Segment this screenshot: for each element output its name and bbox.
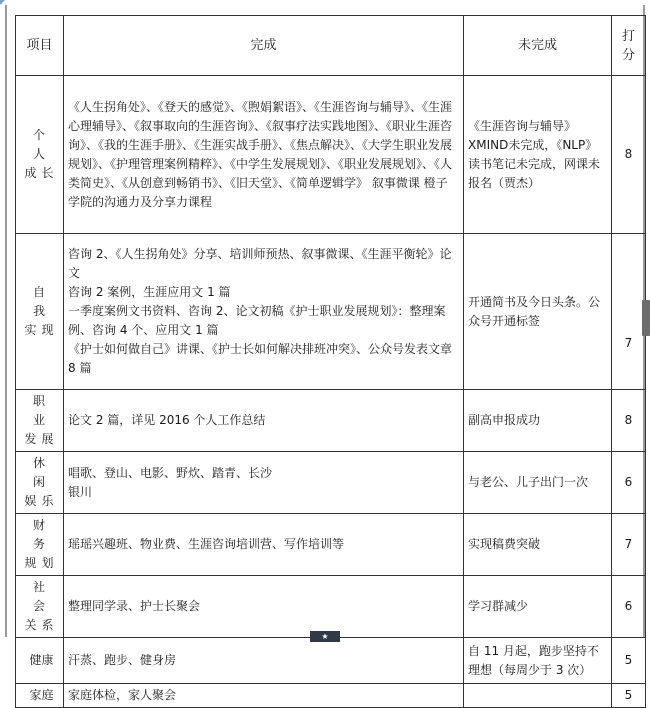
done-line: 《人生拐角处》、《登天的感觉》、《煦娟絮语》、《生涯咨询与辅导》、《生涯心理辅导》、《叙事取向的生涯咨询》、《叙事疗法实践地图》、《职业生涯咨询》、《我的生涯手册》、《生涯实战手册》、《焦点解决》、《大学生职业发展规划》、《护理管理案例精粹》、《中学生发展规划》、《职业发展规划》、《人类简史》、《从创意到畅销书》、《旧天堂》、《简单逻辑学》 叙事微课 橙子学院的沟通力及分享力课程: [68, 99, 453, 209]
row-score: 8: [612, 76, 646, 234]
row-score: 7: [612, 234, 646, 390]
row-score: 6: [612, 576, 646, 638]
category-line1: 个 人: [32, 128, 50, 161]
category-line2: 发展: [24, 432, 59, 446]
row-undone: 自 11 月起，跑步坚持不理想（每周少于 3 次）: [464, 638, 612, 684]
row-done: [64, 76, 464, 234]
category-line2: 实现: [24, 323, 59, 337]
row-category: [16, 390, 64, 452]
done-line: 家庭体检，家人聚会: [68, 688, 177, 702]
done-line: 整理同学录、护士长聚会: [68, 599, 201, 613]
row-score: 6: [612, 452, 646, 514]
done-line: 一季度案例文书资料、咨询 2、论文初稿《护士职业发展规划》：整理案例、咨询 4 个、应用文 1 篇: [68, 304, 446, 337]
category-line2: 成长: [24, 166, 59, 180]
table-row: [16, 234, 646, 390]
row-undone: 学习群减少: [464, 576, 612, 638]
table-header-row: [16, 16, 646, 76]
row-category: [16, 576, 64, 638]
side-tab-handle[interactable]: [642, 300, 650, 336]
row-done: [64, 684, 464, 708]
row-done: [64, 390, 464, 452]
category-line1: 休 闲: [32, 456, 50, 489]
bottom-star-marker: ★: [310, 631, 340, 642]
category-line1: 社 会: [32, 580, 50, 613]
category-line2: 规划: [24, 556, 59, 570]
life-review-table: [15, 15, 646, 708]
done-line: 汗蒸、跑步、健身房: [68, 653, 177, 667]
header-undone: 未完成: [464, 16, 612, 76]
row-undone: 开通简书及今日头条。公众号开通标签: [464, 234, 612, 390]
category-line1: 家庭: [29, 688, 54, 702]
row-done: [64, 234, 464, 390]
table-row: [16, 452, 646, 514]
row-category: [16, 514, 64, 576]
header-score: [612, 16, 646, 76]
table-row: [16, 76, 646, 234]
row-category: [16, 452, 64, 514]
category-line2: 关系: [24, 618, 59, 632]
table-row: [16, 390, 646, 452]
row-score: 5: [612, 638, 646, 684]
row-score: 8: [612, 390, 646, 452]
done-line: 唱歌、登山、电影、野炊、踏青、长沙: [68, 465, 273, 480]
category-line1: 财 务: [32, 518, 50, 551]
row-score: 5: [612, 684, 646, 708]
row-undone: 副高申报成功: [464, 390, 612, 452]
row-category: [16, 234, 64, 390]
done-line: 瑶瑶兴趣班、物业费、生涯咨询培训营、写作培训等: [68, 537, 345, 551]
done-line: 咨询 2、《人生拐角处》分享、培训师预热、叙事微课、《生涯平衡轮》论文: [68, 247, 452, 280]
category-line1: 自 我: [32, 285, 50, 318]
row-done: [64, 576, 464, 638]
row-category: [16, 76, 64, 234]
table-row: [16, 684, 646, 708]
category-line2: 娱乐: [24, 494, 59, 508]
row-undone: 与老公、儿子出门一次: [464, 452, 612, 514]
done-line: 银川: [68, 484, 93, 499]
row-undone: 实现稿费突破: [464, 514, 612, 576]
row-category: [16, 684, 64, 708]
done-line: 《护士如何做自己》讲课、《护士长如何解决排班冲突》、公众号发表文章 8 篇: [68, 342, 453, 375]
category-line1: 职 业: [32, 394, 50, 427]
row-undone: 《生涯咨询与辅导》XMIND未完成，《NLP》读书笔记未完成，网课未报名（贾杰）: [464, 76, 612, 234]
table-row: [16, 514, 646, 576]
row-score: 7: [612, 514, 646, 576]
row-done: [64, 452, 464, 514]
table-row: [16, 576, 646, 638]
row-done: [64, 514, 464, 576]
row-done: [64, 638, 464, 684]
done-line: 咨询 2 案例，生涯应用文 1 篇: [68, 285, 231, 299]
row-undone: [464, 684, 612, 708]
header-item: 项目: [16, 16, 64, 76]
row-category: [16, 638, 64, 684]
header-done: 完成: [64, 16, 464, 76]
done-line: 论文 2 篇，详见 2016 个人工作总结: [68, 413, 266, 427]
table-row: [16, 638, 646, 684]
category-line1: 健康: [29, 653, 54, 667]
header-score-line1: 打: [621, 28, 635, 44]
document-page: [5, 5, 645, 702]
header-score-line2: 分: [621, 47, 635, 63]
